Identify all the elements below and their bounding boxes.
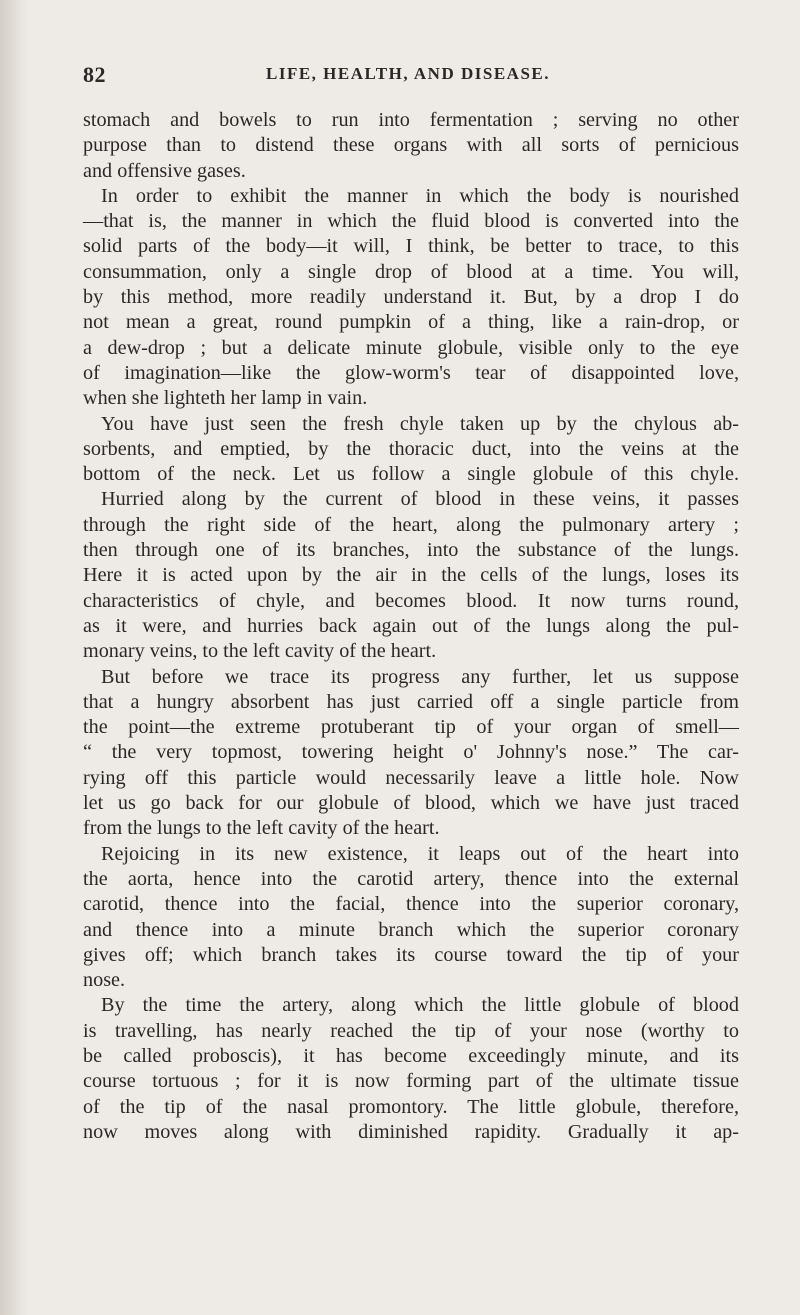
- text-line: In order to exhibit the manner in which the body is nourished: [101, 184, 739, 207]
- text-line: “ the very topmost, towering height o' Johnny's nose.” The car-: [83, 741, 739, 764]
- text-line: Rejoicing in its new existence, it leaps out of the heart into: [101, 842, 739, 865]
- running-title: LIFE, HEALTH, AND DISEASE.: [265, 64, 550, 83]
- page-header: [83, 62, 733, 88]
- text-line: gives off; which branch takes its course toward the tip of your: [83, 943, 739, 966]
- text-line: course tortuous ; for it is now forming part of the ultimate tissue: [83, 1070, 739, 1093]
- text-line: solid parts of the body—it will, I think, be better to trace, to this: [83, 235, 739, 258]
- text-line: let us go back for our globule of blood, which we have just traced: [83, 792, 739, 815]
- text-line: rying off this particle would necessarily leave a little hole. Now: [83, 766, 739, 789]
- text-line: Hurried along by the current of blood in these veins, it passes: [101, 488, 739, 511]
- text-line: and thence into a minute branch which the superior coronary: [83, 918, 739, 941]
- text-line: now moves along with diminished rapidity. Gradually it ap-: [83, 1120, 739, 1143]
- text-line: through the right side of the heart, along the pulmonary artery ;: [83, 513, 739, 536]
- page-number: 82: [83, 62, 106, 87]
- text-line: monary veins, to the left cavity of the heart.: [83, 640, 437, 663]
- body-text: [83, 108, 739, 1145]
- text-line: sorbents, and emptied, by the thoracic duct, into the veins at the: [83, 437, 739, 460]
- text-line: of imagination—like the glow-worm's tear of disappointed love,: [83, 361, 739, 384]
- text-line: from the lungs to the left cavity of the heart.: [83, 817, 440, 840]
- text-line: and offensive gases.: [83, 159, 246, 182]
- text-line: But before we trace its progress any further, let us suppose: [101, 665, 739, 688]
- page-gutter-shadow: [0, 0, 28, 1315]
- text-line: consummation, only a single drop of blood at a time. You will,: [83, 260, 739, 283]
- text-line: Here it is acted upon by the air in the cells of the lungs, loses its: [83, 564, 739, 587]
- text-line: by this method, more readily understand it. But, by a drop I do: [83, 286, 739, 309]
- text-line: You have just seen the fresh chyle taken up by the chylous ab-: [101, 412, 739, 435]
- text-line: a dew-drop ; but a delicate minute globule, visible only to the eye: [83, 336, 739, 359]
- text-line: is travelling, has nearly reached the tip of your nose (worthy to: [83, 1019, 739, 1042]
- text-line: carotid, thence into the facial, thence into the superior coronary,: [83, 893, 739, 916]
- text-line: purpose than to distend these organs with all sorts of pernicious: [83, 134, 739, 157]
- text-line: be called proboscis), it has become exceedingly minute, and its: [83, 1044, 739, 1067]
- text-line: then through one of its branches, into the substance of the lungs.: [83, 539, 739, 562]
- text-line: bottom of the neck. Let us follow a single globule of this chyle.: [83, 463, 739, 486]
- text-line: By the time the artery, along which the little globule of blood: [101, 994, 739, 1017]
- text-line: the point—the extreme protuberant tip of your organ of smell—: [83, 716, 739, 739]
- text-line: as it were, and hurries back again out of the lungs along the pul-: [83, 614, 739, 637]
- text-line: stomach and bowels to run into fermentation ; serving no other: [83, 109, 739, 131]
- text-line: nose.: [83, 969, 126, 992]
- text-line: that a hungry absorbent has just carried off a single particle from: [83, 690, 739, 713]
- text-line: not mean a great, round pumpkin of a thing, like a rain-drop, or: [83, 311, 739, 334]
- text-line: of the tip of the nasal promontory. The little globule, therefore,: [83, 1095, 739, 1118]
- text-line: —that is, the manner in which the fluid blood is converted into the: [83, 210, 739, 233]
- text-line: when she lighteth her lamp in vain.: [83, 387, 368, 410]
- text-line: characteristics of chyle, and becomes blood. It now turns round,: [83, 589, 739, 612]
- text-line: the aorta, hence into the carotid artery, thence into the external: [83, 867, 739, 890]
